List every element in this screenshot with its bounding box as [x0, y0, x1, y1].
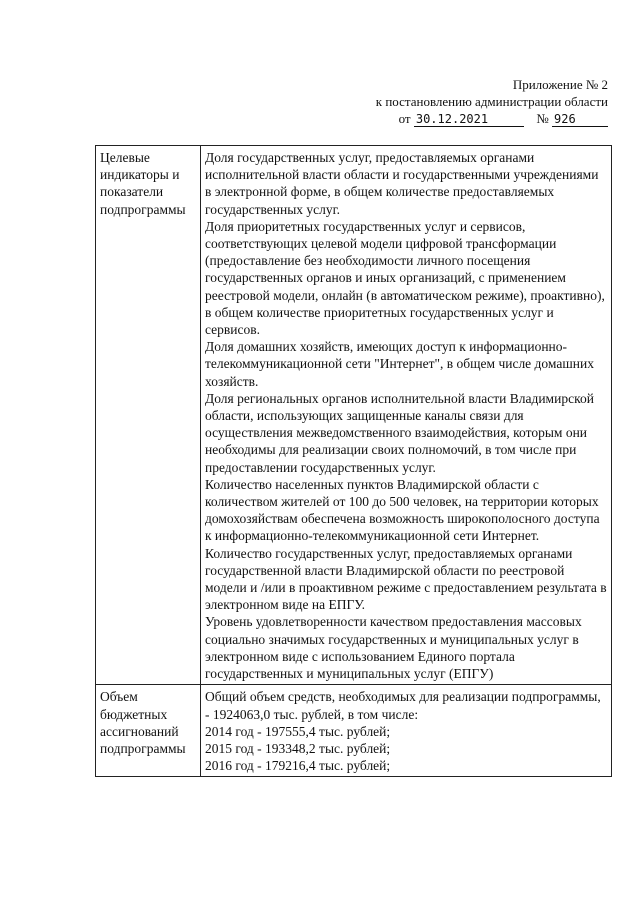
from-label: от — [398, 111, 411, 126]
table-row — [96, 146, 612, 685]
row-label-cell — [96, 685, 201, 777]
resolution-reference: к постановлению администрации области — [375, 94, 608, 109]
row-content-cell — [201, 685, 612, 777]
row-label-cell — [96, 146, 201, 685]
indicator-paragraph: Количество государственных услуг, предоставляемых органами государственной власти Владимирской области по реестровой модели и /или в проактивном режиме с предоставлением результата в электронном виде на ЕПГУ. — [205, 545, 607, 613]
table-row — [96, 685, 612, 777]
subprogram-passport-table — [95, 145, 612, 777]
number-label: № — [536, 111, 549, 126]
indicator-paragraph: Доля домашних хозяйств, имеющих доступ к информационно-телекоммуникационной сети "Интернет", в общем числе домашних хозяйств. — [205, 339, 594, 389]
indicator-paragraph: Уровень удовлетворенности качеством предоставления массовых социально значимых государственных и муниципальных услуг в электронном виде с использованием Единого портала государственных и муниципальных услуг (ЕПГУ) — [205, 614, 582, 682]
row-content-cell — [201, 146, 612, 685]
appendix-title: Приложение № 2 — [512, 77, 608, 92]
budget-paragraph: Общий объем средств, необходимых для реализации подпрограммы, - 1924063,0 тыс. рублей, в том числе: — [205, 689, 601, 722]
indicator-paragraph: Доля государственных услуг, предоставляемых органами исполнительной власти области и государственными учреждениями в электронной форме, в общем количестве предоставляемых государственных услуг. — [205, 150, 599, 217]
row-label: Объем бюджетных ассигнований подпрограммы — [100, 689, 186, 756]
document-header — [376, 76, 608, 127]
date-number-line — [399, 110, 608, 127]
budget-year-line: 2014 год - 197555,4 тыс. рублей; — [205, 723, 391, 739]
indicator-paragraph: Доля региональных органов исполнительной власти Владимирской области, использующих защищенные каналы связи для осуществления межведомственного взаимодействия, которым они необходимы для реализации своих полномочий, в том числе при предоставлении государственных услуг. — [205, 390, 594, 475]
indicator-paragraph: Доля приоритетных государственных услуг и сервисов, соответствующих целевой модели цифровой трансформации (предоставление без необходимости личного посещения государственных органов и иных организаций, с применением реестровой модели, онлайн (в автоматическом режиме), проактивно), в общем количестве приоритетных государственных услуг и сервисов. — [205, 218, 605, 338]
budget-year-line: 2015 год - 193348,2 тыс. рублей; — [205, 740, 391, 756]
resolution-number: 926 — [552, 113, 608, 127]
resolution-date: 30.12.2021 — [414, 113, 524, 127]
budget-year-line: 2016 год - 179216,4 тыс. рублей; — [205, 758, 391, 774]
indicator-paragraph: Количество населенных пунктов Владимирской области с количеством жителей от 100 до 500 человек, на территории которых домохозяйствам обеспечена возможность широкополосного доступа к информационно-телекоммуникационной сети Интернет. — [205, 476, 600, 544]
row-label: Целевые индикаторы и показатели подпрограммы — [100, 150, 186, 217]
